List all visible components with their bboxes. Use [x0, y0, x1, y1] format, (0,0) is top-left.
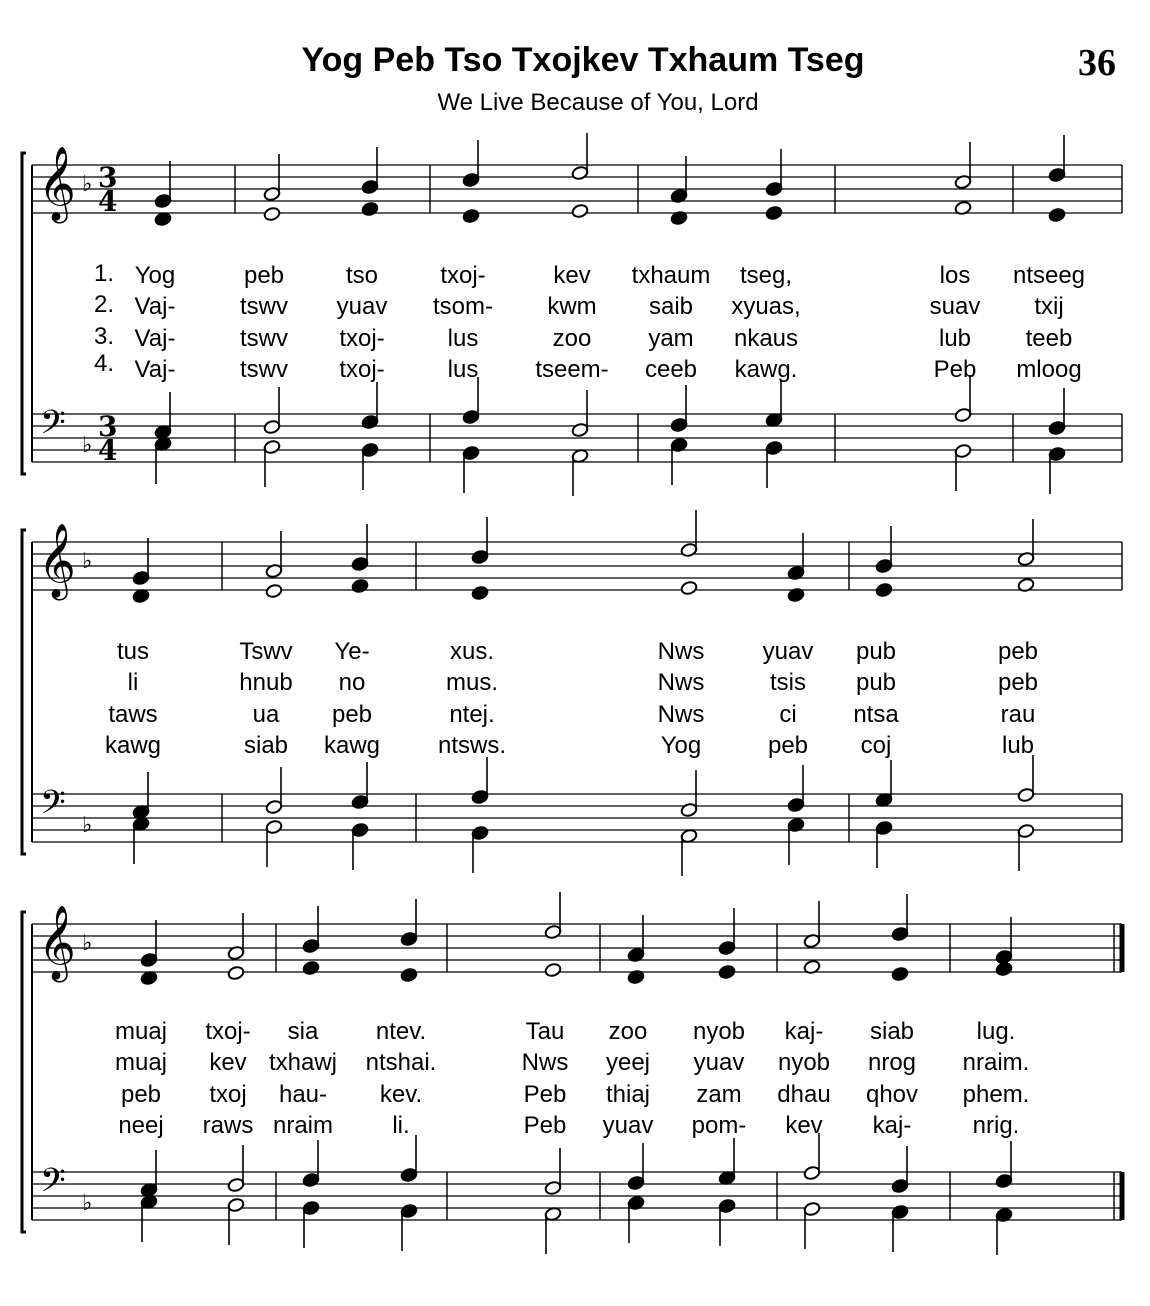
lyric-syllable: tsis: [770, 669, 806, 696]
lyric-syllable: txoj-: [339, 325, 385, 352]
alto-note: [302, 960, 320, 975]
lyric-syllable: ntev.: [375, 1018, 427, 1045]
lyric-syllable: kwm: [547, 293, 597, 320]
bass-clef: 𝄢: [40, 1162, 66, 1208]
lyric-syllable: rau: [1000, 701, 1036, 728]
key-signature-flat: ♭: [82, 172, 93, 197]
lyric-syllable: tus: [116, 638, 150, 665]
lyric-syllable: lug.: [976, 1018, 1016, 1045]
lyric-syllable: Vaj-: [134, 293, 176, 320]
lyric-syllable: kawg.: [734, 356, 798, 383]
lyric-syllable: ceeb: [644, 356, 698, 383]
lyric-syllable: txhaum: [631, 262, 711, 289]
lyric-syllable: taws: [108, 701, 158, 728]
lyric-syllable: txij: [1034, 293, 1064, 320]
alto-note: [571, 203, 589, 218]
lyric-syllable: lub: [1001, 732, 1035, 759]
time-signature-top: 3: [98, 161, 118, 194]
lyric-syllable: tswv: [240, 356, 288, 383]
alto-note: [351, 578, 369, 593]
alto-note: [400, 967, 418, 982]
lyric-syllable: no: [338, 669, 366, 696]
lyric-syllable: pub: [855, 669, 897, 696]
lyric-syllable: kawg: [104, 732, 162, 759]
lyric-syllable: kev: [209, 1049, 247, 1076]
lyric-syllable: lus: [447, 356, 479, 383]
lyric-syllable: yuav: [693, 1049, 745, 1076]
lyric-syllable: peb: [997, 669, 1039, 696]
lyric-syllable: nkaus: [733, 325, 799, 352]
lyric-syllable: tsom-: [433, 293, 493, 320]
lyric-syllable: Vaj-: [134, 325, 176, 352]
lyric-syllable: phem.: [962, 1081, 1030, 1108]
lyric-syllable: Tau: [525, 1018, 565, 1045]
key-signature-flat: ♭: [82, 433, 93, 458]
lyric-syllable: siab: [243, 732, 289, 759]
treble-clef: 𝄞: [38, 147, 76, 221]
lyric-syllable: ntej.: [449, 701, 495, 728]
lyric-syllable: ua: [252, 701, 280, 728]
lyric-syllable: xyuas,: [731, 293, 801, 320]
lyric-syllable: Peb: [523, 1112, 567, 1139]
system-brace: [22, 912, 26, 1232]
lyric-syllable: nrog: [867, 1049, 917, 1076]
lyric-syllable: txhawj: [268, 1049, 338, 1076]
lyric-syllable: Vaj-: [134, 356, 176, 383]
key-signature-flat: ♭: [82, 1191, 93, 1216]
lyric-syllable: tswv: [240, 325, 288, 352]
verse-number: 1.: [94, 260, 115, 287]
lyric-syllable: ntseeg: [1012, 262, 1086, 289]
time-signature-top: 3: [98, 410, 118, 443]
lyric-syllable: neej: [118, 1112, 164, 1139]
lyric-syllable: txoj-: [205, 1018, 251, 1045]
lyric-syllable: los: [939, 262, 971, 289]
lyric-syllable: dhau: [777, 1081, 831, 1108]
key-signature-flat: ♭: [82, 813, 93, 838]
lyric-syllable: qhov: [865, 1081, 919, 1108]
lyric-syllable: tswv: [240, 293, 288, 320]
lyric-syllable: raws: [202, 1112, 254, 1139]
hymn-number: 36: [1078, 42, 1116, 84]
system-brace: [22, 153, 26, 474]
lyric-syllable: Nws: [521, 1049, 569, 1076]
lyric-syllable: kaj-: [784, 1018, 824, 1045]
lyric-syllable: zoo: [608, 1018, 648, 1045]
lyric-syllable: ntsa: [853, 701, 899, 728]
alto-note: [765, 205, 783, 220]
lyric-syllable: li: [127, 669, 139, 696]
time-signature-bottom: 4: [98, 185, 118, 218]
lyric-syllable: xus.: [449, 638, 495, 665]
lyric-syllable: yuav: [762, 638, 814, 665]
lyric-syllable: kaj-: [872, 1112, 912, 1139]
time-signature-bottom: 4: [98, 434, 118, 467]
lyric-syllable: yeej: [605, 1049, 651, 1076]
lyric-syllable: nraim.: [962, 1049, 1030, 1076]
alto-note: [875, 582, 893, 597]
alto-note: [1048, 207, 1066, 222]
lyric-syllable: zoo: [552, 325, 592, 352]
lyric-syllable: lus: [447, 325, 479, 352]
lyric-syllable: peb: [997, 638, 1039, 665]
alto-note: [227, 965, 245, 980]
treble-clef: 𝄞: [38, 524, 76, 598]
key-signature-flat: ♭: [82, 931, 93, 956]
verse-number: 3.: [94, 323, 115, 350]
key-signature-flat: ♭: [82, 549, 93, 574]
alto-note: [265, 583, 283, 598]
lyric-syllable: sia: [287, 1018, 319, 1045]
lyric-syllable: li.: [392, 1112, 410, 1139]
lyric-syllable: nyob: [692, 1018, 746, 1045]
lyric-syllable: pom-: [691, 1112, 747, 1139]
lyric-syllable: Tswv: [239, 638, 293, 665]
lyric-syllable: Peb: [933, 356, 977, 383]
lyric-syllable: ntshai.: [365, 1049, 437, 1076]
lyric-syllable: hau-: [278, 1081, 328, 1108]
alto-note: [891, 966, 909, 981]
alto-note: [462, 208, 480, 223]
lyric-syllable: kev: [553, 262, 591, 289]
lyric-syllable: mus.: [445, 669, 499, 696]
lyric-syllable: ntsws.: [437, 732, 507, 759]
lyric-syllable: tso: [345, 262, 379, 289]
lyric-syllable: peb: [331, 701, 373, 728]
lyric-syllable: zam: [696, 1081, 742, 1108]
lyric-syllable: peb: [120, 1081, 162, 1108]
lyric-syllable: Peb: [523, 1081, 567, 1108]
lyric-syllable: saib: [648, 293, 694, 320]
lyric-syllable: txoj-: [440, 262, 486, 289]
lyric-syllable: Nws: [657, 638, 705, 665]
lyric-syllable: kawg: [323, 732, 381, 759]
hymn-title: Yog Peb Tso Txojkev Txhaum Tseg: [301, 41, 865, 79]
lyric-syllable: yuav: [602, 1112, 654, 1139]
lyric-syllable: lub: [938, 325, 972, 352]
lyric-syllable: nrig.: [972, 1112, 1020, 1139]
lyric-syllable: suav: [929, 293, 981, 320]
lyric-syllable: pub: [855, 638, 897, 665]
bass-clef: 𝄢: [40, 404, 66, 450]
lyric-syllable: ci: [779, 701, 797, 728]
alto-note: [995, 961, 1013, 976]
alto-note: [471, 585, 489, 600]
lyric-syllable: coj: [860, 732, 892, 759]
lyric-syllable: peb: [243, 262, 285, 289]
lyric-syllable: yam: [648, 325, 694, 352]
lyric-syllable: nraim: [272, 1112, 334, 1139]
lyric-syllable: nyob: [777, 1049, 831, 1076]
alto-note: [718, 964, 736, 979]
lyric-syllable: yuav: [336, 293, 388, 320]
lyric-syllable: thiaj: [605, 1081, 651, 1108]
lyric-syllable: mloog: [1016, 356, 1082, 383]
lyric-syllable: Yog: [134, 262, 176, 289]
alto-note: [680, 580, 698, 595]
alto-note: [263, 206, 281, 221]
lyric-syllable: muaj: [114, 1049, 168, 1076]
lyric-syllable: siab: [869, 1018, 915, 1045]
lyric-syllable: peb: [767, 732, 809, 759]
alto-note: [361, 201, 379, 216]
verse-number: 4.: [94, 350, 115, 377]
lyric-syllable: hnub: [239, 669, 293, 696]
lyric-syllable: txoj-: [339, 356, 385, 383]
system-brace: [22, 530, 26, 854]
lyric-syllable: tseg,: [739, 262, 793, 289]
treble-clef: 𝄞: [38, 906, 76, 980]
lyric-syllable: Nws: [657, 701, 705, 728]
lyric-syllable: muaj: [114, 1018, 168, 1045]
lyric-syllable: kev: [785, 1112, 823, 1139]
lyric-syllable: txoj: [209, 1081, 247, 1108]
lyric-syllable: Nws: [657, 669, 705, 696]
lyric-syllable: tseem-: [535, 356, 609, 383]
lyric-syllable: Ye-: [334, 638, 370, 665]
bass-clef: 𝄢: [40, 784, 66, 830]
lyric-syllable: teeb: [1025, 325, 1073, 352]
hymn-subtitle: We Live Because of You, Lord: [437, 89, 759, 116]
verse-number: 2.: [94, 291, 115, 318]
lyric-syllable: Yog: [660, 732, 702, 759]
alto-note: [544, 962, 562, 977]
lyric-syllable: kev.: [379, 1081, 423, 1108]
